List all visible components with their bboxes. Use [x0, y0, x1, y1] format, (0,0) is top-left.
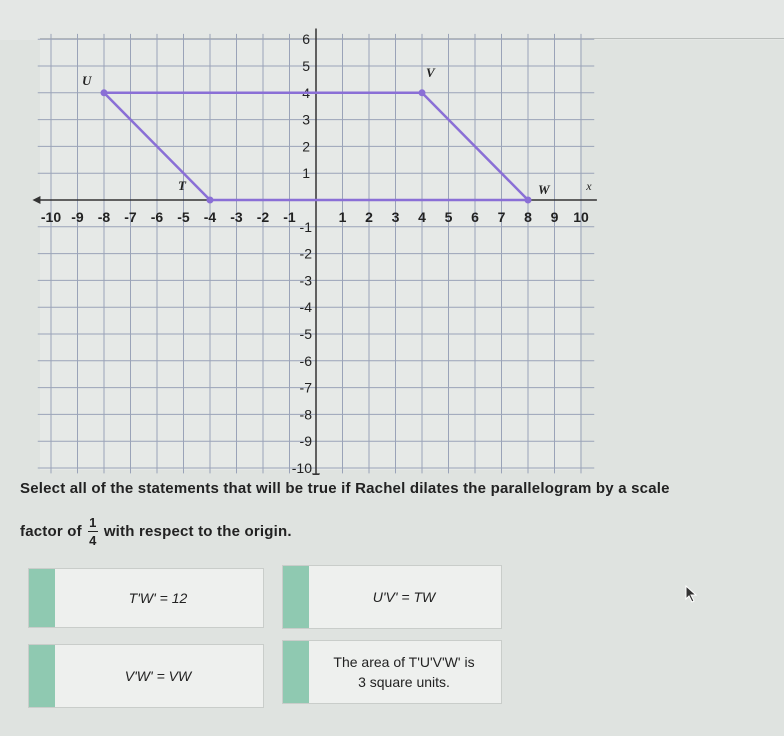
scale-fraction [88, 516, 98, 547]
question-line-2-suffix: with respect to the origin. [103, 523, 292, 540]
x-tick-label: 10 [573, 209, 589, 225]
vertex-point [207, 197, 214, 204]
question-line-2-prefix: factor of [20, 523, 82, 540]
choice-uv-equals-tw[interactable] [282, 565, 502, 629]
question-line-1: Select all of the statements that will be true if Rachel dilates the parallelogram by a scale [20, 480, 670, 497]
choice-tw-12[interactable] [28, 568, 264, 628]
y-tick-label: -8 [299, 406, 312, 423]
choice-label: V'W' = VW [124, 668, 192, 684]
y-tick-label: -10 [291, 460, 312, 475]
fraction-numerator: 1 [89, 515, 97, 530]
y-tick-label: -4 [299, 299, 312, 316]
choice-checkbox[interactable] [29, 569, 55, 627]
x-tick-label: -3 [230, 209, 243, 225]
y-tick-label: 3 [302, 111, 310, 128]
x-tick-label: -8 [97, 209, 111, 225]
vertex-point [419, 89, 426, 96]
x-tick-label: -4 [203, 209, 217, 225]
y-tick-label: 5 [302, 58, 310, 74]
y-tick-label: -6 [299, 352, 312, 369]
vertex-point [101, 89, 108, 96]
x-tick-label: -10 [40, 209, 62, 225]
choice-label: U'V' = TW [372, 589, 436, 605]
choice-area-3[interactable] [282, 640, 502, 704]
choice-checkbox[interactable] [29, 645, 55, 707]
x-tick-label: 8 [524, 209, 532, 225]
x-tick-label: -6 [150, 209, 164, 225]
question-line-2 [20, 516, 292, 547]
x-axis-arrow-left-icon [32, 196, 40, 204]
y-tick-label: -1 [299, 218, 312, 235]
x-tick-label: 6 [471, 209, 479, 225]
choice-label-line-2: 3 square units. [358, 674, 450, 690]
x-tick-label: 5 [444, 209, 453, 225]
vertex-label: V [426, 64, 435, 80]
y-tick-label: 4 [302, 84, 310, 101]
y-tick-label: -2 [299, 245, 312, 262]
vertex-point [525, 197, 532, 204]
vertex-label: W [538, 182, 550, 197]
fraction-denominator: 4 [89, 533, 97, 548]
choice-checkbox[interactable] [283, 566, 309, 628]
x-tick-label: -2 [256, 209, 270, 225]
vertex-label: T [178, 178, 186, 193]
y-tick-label: 1 [302, 165, 310, 182]
x-tick-label: 1 [338, 209, 347, 225]
x-tick-label: 9 [550, 209, 559, 225]
x-tick-label: 7 [497, 209, 506, 225]
choice-label-line-1: The area of T'U'V'W' is [333, 654, 475, 670]
choice-label: T'W' = 12 [128, 590, 188, 606]
y-tick-label: -5 [299, 326, 312, 342]
choice-checkbox[interactable] [283, 641, 309, 703]
mouse-cursor-icon [685, 585, 699, 603]
x-axis-label: x [586, 179, 592, 193]
y-axis-arrow-down-icon [312, 473, 320, 475]
y-tick-label: -9 [299, 433, 312, 450]
x-tick-label: 2 [365, 209, 373, 225]
choice-label [313, 641, 495, 703]
x-tick-label: -7 [124, 209, 137, 225]
y-tick-label: -3 [299, 272, 312, 289]
x-tick-label: 4 [418, 209, 426, 225]
fraction-bar [88, 531, 98, 532]
y-tick-label: 2 [302, 138, 310, 155]
x-tick-label: -5 [177, 209, 190, 225]
vertex-label: U [82, 72, 92, 88]
y-tick-label: -7 [299, 379, 312, 396]
x-tick-label: -9 [71, 209, 84, 225]
x-tick-label: -1 [283, 209, 296, 225]
choice-vw-equals-vw[interactable] [28, 644, 264, 708]
x-tick-label: 3 [391, 209, 400, 225]
y-tick-label: 6 [302, 31, 310, 48]
